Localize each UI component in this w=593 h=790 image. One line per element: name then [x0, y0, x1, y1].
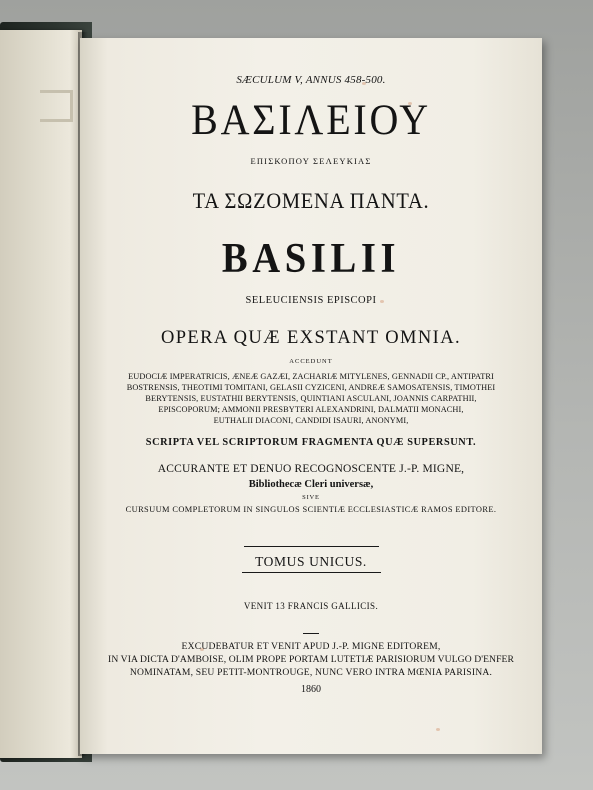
- ornamental-rule-top: [244, 546, 379, 547]
- cursuum-line: CURSUUM COMPLETORUM IN SINGULOS SCIENTIÆ ECCLESIASTICÆ RAMOS EDITORE.: [125, 505, 497, 514]
- authors-line: BERYTENSIS, EUSTATHII BERYTENSIS, QUINTIANI ASCULANI, JOANNIS CARPATHII,: [145, 394, 477, 403]
- editor-line: ACCURANTE ET DENUO RECOGNOSCENTE J.-P. MIGNE,: [157, 463, 465, 475]
- sive-line: SIVE: [302, 494, 320, 501]
- accedunt-line: ACCEDUNT: [289, 358, 333, 365]
- saeculum-line: SÆCULUM V, ANNUS 458-500.: [236, 74, 386, 86]
- ornamental-rule-bottom: [242, 572, 381, 573]
- separator-dash: [303, 633, 319, 634]
- show-through-mark: [40, 90, 73, 122]
- authors-line: BOSTRENSIS, THEOTIMI TOMITANI, GELASII CYZICENI, ANDREÆ SAMOSATENSIS, TIMOTHEI: [126, 383, 496, 392]
- bibliotheca-line: Bibliothecæ Cleri universæ,: [248, 479, 374, 490]
- left-page-edge: [0, 30, 82, 758]
- imprint-line: EXCUDEBATUR ET VENIT APUD J.-P. MIGNE EDITOREM,: [181, 641, 441, 652]
- imprint-line: IN VIA DICTA D'AMBOISE, OLIM PROPE PORTAM LUTETIÆ PARISIORUM VULGO D'ENFER: [108, 654, 514, 665]
- authors-line: EPISCOPORUM; AMMONII PRESBYTERI ALEXANDRINI, DALMATII MONACHI,: [158, 405, 464, 414]
- imprint-line: NOMINATAM, SEU PETIT-MONTROUGE, NUNC VERO INTRA MŒNIA PARISINA.: [129, 667, 493, 678]
- scripta-line: SCRIPTA VEL SCRIPTORUM FRAGMENTA QUÆ SUPERSUNT.: [145, 437, 477, 448]
- opera-line: OPERA QUÆ EXSTANT OMNIA.: [160, 328, 462, 348]
- latin-subtitle: SELEUCIENSIS EPISCOPI: [245, 295, 377, 306]
- greek-subtitle: ΕΠΙΣΚΟΠΟΥ ΣΕΛΕΥΚΙΑΣ: [250, 156, 372, 166]
- latin-main-title: BASILII: [221, 236, 401, 282]
- title-page-text: [80, 38, 542, 754]
- price-line: VENIT 13 FRANCIS GALLICIS.: [243, 601, 379, 611]
- greek-main-title: ΒΑΣΙΛΕΙΟΥ: [191, 97, 431, 144]
- greek-secondary-title: ΤΑ ΣΩΖΟΜΕΝΑ ΠΑΝΤΑ.: [192, 188, 430, 213]
- authors-line: EUTHALII DIACONI, CANDIDI ISAURI, ANONYMI,: [213, 416, 409, 425]
- publication-year: 1860: [301, 684, 321, 695]
- authors-line: EUDOCIÆ IMPERATRICIS, ÆNEÆ GAZÆI, ZACHARIÆ MITYLENES, GENNADII CP., ANTIPATRI: [128, 372, 494, 381]
- tomus-line: TOMUS UNICUS.: [255, 554, 367, 569]
